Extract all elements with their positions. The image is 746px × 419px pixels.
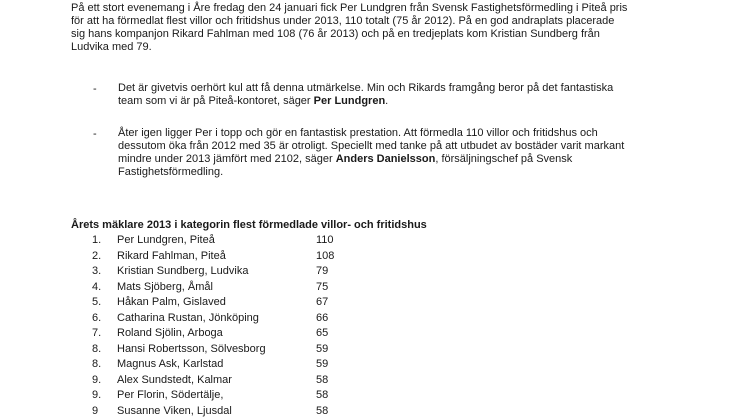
intro-line: Ludvika med 79. [71, 41, 152, 53]
ranking-row [92, 357, 392, 373]
rank-number: 9. [92, 389, 102, 401]
sold-count: 110 [316, 234, 334, 246]
rank-number: 5. [92, 296, 102, 308]
rank-number: 3. [92, 265, 102, 277]
sold-count: 108 [316, 249, 335, 262]
sold-count: 75 [316, 280, 329, 293]
quote-text [118, 127, 698, 179]
sold-count: 66 [316, 311, 329, 324]
quote-line [118, 95, 698, 108]
ranking-heading: Årets mäklare 2013 i kategorin flest förmedlade villor- och fritidshus [71, 219, 427, 231]
broker-name: Susanne Viken, Ljusdal [117, 404, 232, 417]
rank-number: 4. [92, 280, 102, 293]
broker-name: Hansi Robertsson, Sölvesborg [117, 342, 266, 355]
intro-line: för att ha förmedlat flest villor och fritidshus under 2013, 110 totalt (75 år 2012). På en god andraplats placerade [71, 15, 615, 27]
sold-count: 59 [316, 358, 329, 370]
quote-text-plain: team som vi är på Piteå-kontoret, säger [118, 95, 314, 107]
broker-name: Roland Sjölin, Arboga [117, 327, 223, 339]
quote-dash: - [93, 128, 97, 140]
broker-name: Håkan Palm, Gislaved [117, 296, 226, 308]
broker-name: Catharina Rustan, Jönköping [117, 311, 259, 324]
ranking-row [92, 311, 392, 327]
broker-name: Per Florin, Södertälje, [117, 389, 224, 401]
sold-count: 59 [316, 342, 329, 355]
sold-count: 67 [316, 296, 329, 308]
sold-count: 58 [316, 373, 329, 386]
rank-number: 9. [92, 373, 102, 386]
rank-number: 6. [92, 311, 102, 324]
broker-name: Per Lundgren, Piteå [117, 234, 215, 246]
rank-number: 1. [92, 234, 102, 246]
rank-number: 7. [92, 327, 102, 339]
intro-line: På ett stort evenemang i Åre fredag den 24 januari fick Per Lundgren från Svensk Fastighetsförmedling i Piteå pris [71, 2, 628, 14]
broker-name: Mats Sjöberg, Åmål [117, 280, 213, 293]
intro-line: sig hans kompanjon Rikard Fahlman med 108 (76 år 2013) och på en tredjeplats kom Kristian Sundberg från [71, 28, 600, 40]
sold-count: 65 [316, 327, 329, 339]
ranking-row [92, 373, 392, 389]
quote-line: Fastighetsförmedling. [118, 166, 224, 178]
rank-number: 9 [92, 404, 99, 417]
ranking-list [92, 233, 392, 419]
sold-count: 58 [316, 389, 329, 401]
quote-speaker-name: Anders Danielsson [335, 153, 436, 165]
quote-text-plain: mindre under 2013 jämfört med 2102, säger [118, 153, 336, 165]
sold-count: 79 [316, 265, 329, 277]
quote-text [118, 82, 698, 108]
quote-line [118, 153, 698, 166]
quote-line: dessutom öka från 2012 med 35 är otroligt. Speciellt med tanke på att utbudet av bostäder varit markant [118, 140, 625, 152]
ranking-row [92, 264, 392, 280]
sold-count: 58 [316, 404, 329, 417]
broker-name: Alex Sundstedt, Kalmar [117, 373, 232, 386]
ranking-row [92, 295, 392, 311]
ranking-row [92, 249, 392, 265]
broker-name: Rikard Fahlman, Piteå [117, 249, 226, 262]
ranking-row [92, 233, 392, 249]
rank-number: 8. [92, 342, 102, 355]
ranking-row [92, 280, 392, 296]
intro-paragraph [71, 2, 691, 54]
broker-name: Kristian Sundberg, Ludvika [117, 265, 249, 277]
quote-text-plain: . [385, 95, 389, 107]
quote-line: Det är givetvis oerhört kul att få denna utmärkelse. Min och Rikards framgång beror på det fantastiska [118, 82, 614, 94]
ranking-row [92, 404, 392, 419]
quote-line: Åter igen ligger Per i topp och gör en fantastisk prestation. Att förmedla 110 villor och fritidshus och [118, 127, 598, 139]
ranking-row [92, 342, 392, 358]
quote-speaker-name: Per Lundgren [313, 95, 386, 107]
ranking-row [92, 388, 392, 404]
quote-dash: - [93, 83, 97, 95]
rank-number: 8. [92, 358, 102, 370]
rank-number: 2. [92, 249, 102, 262]
quote-text-plain: , försäljningschef på Svensk [435, 153, 573, 165]
ranking-row [92, 326, 392, 342]
broker-name: Magnus Ask, Karlstad [117, 358, 224, 370]
